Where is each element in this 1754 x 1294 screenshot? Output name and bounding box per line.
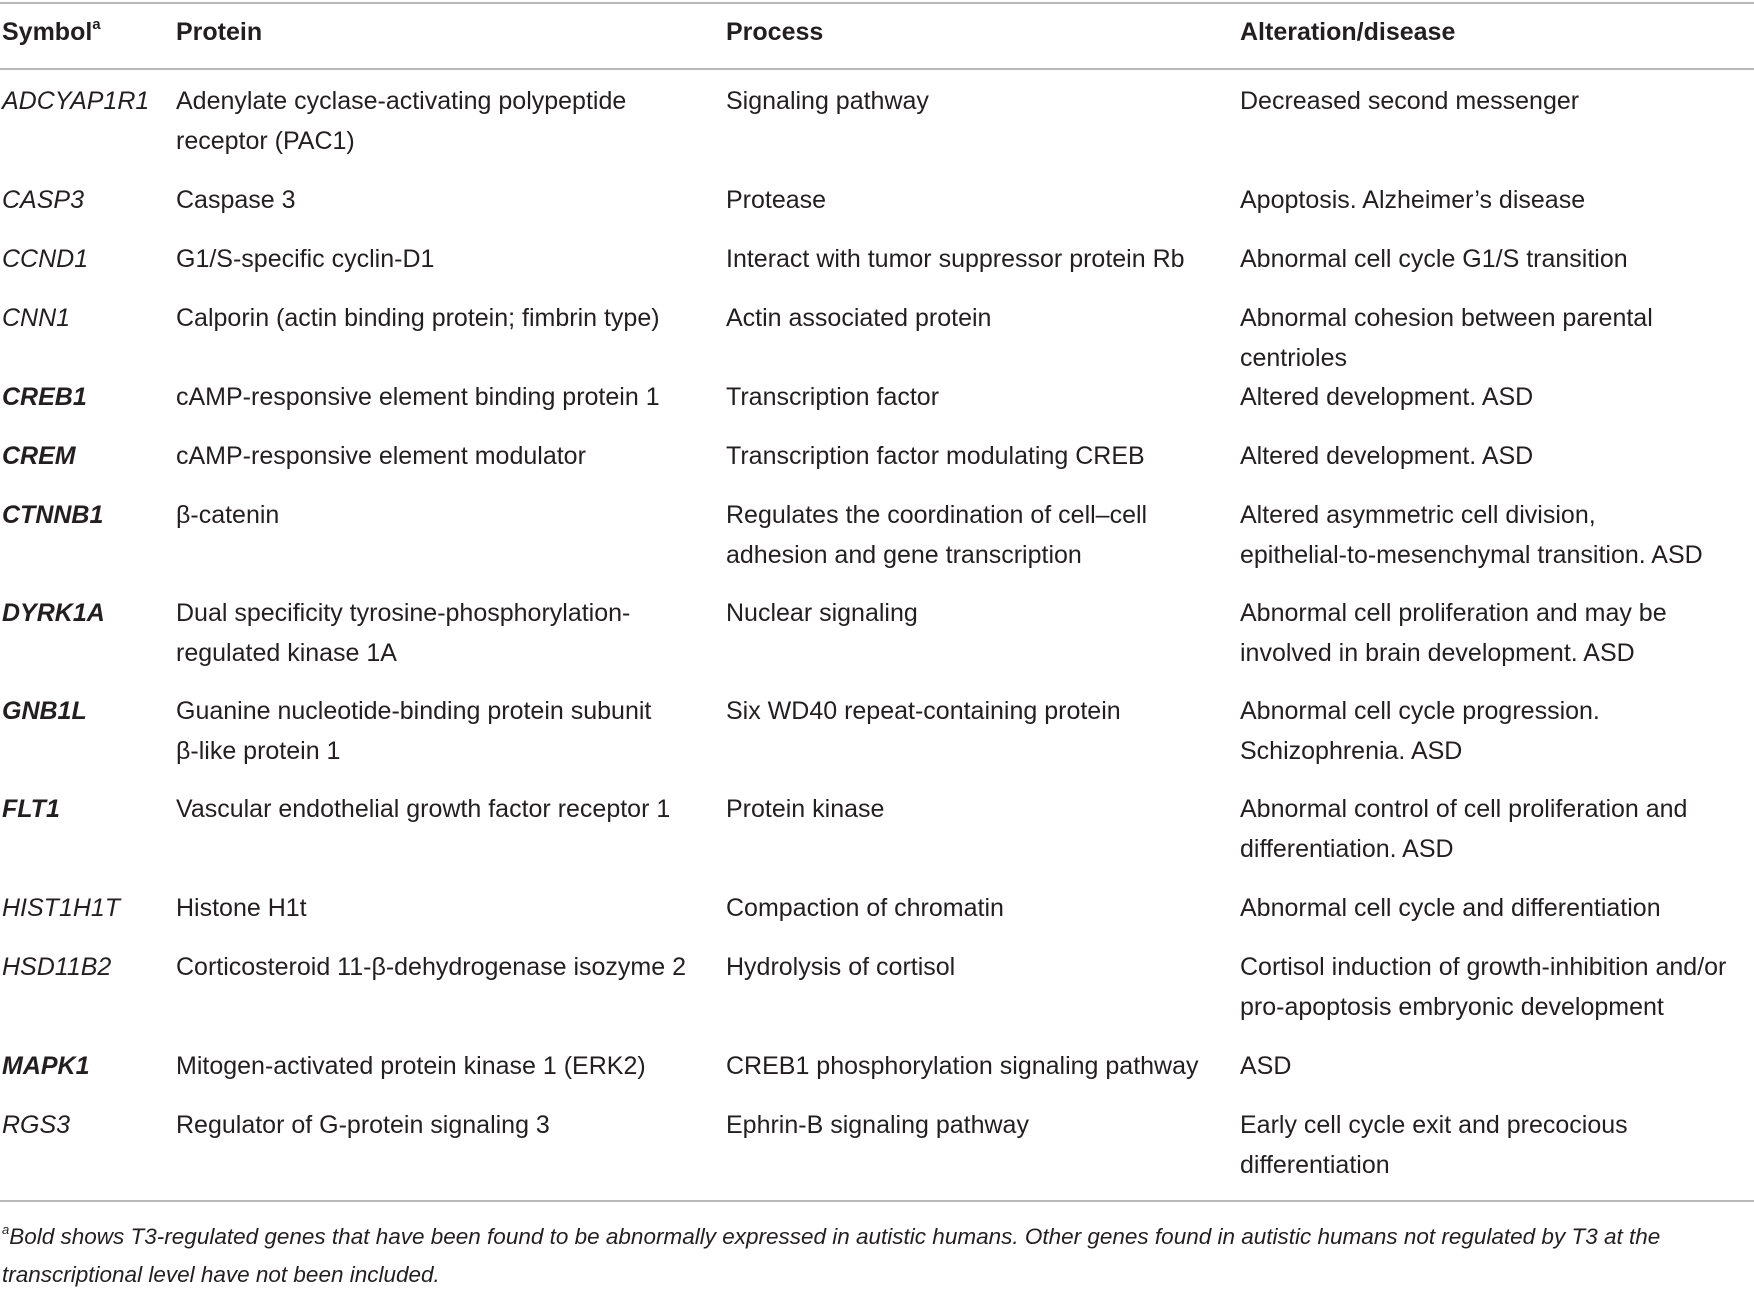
cell-process — [726, 593, 918, 633]
cell-process — [726, 691, 1121, 731]
cell-alteration — [1240, 81, 1579, 121]
cell-process — [726, 436, 1145, 476]
cell-line: Six WD40 repeat-containing protein — [726, 697, 1121, 725]
cell-line: Cortisol induction of growth-inhibition and/or — [1240, 953, 1727, 981]
table-footnote: $^a$Bold shows T3-regulated genes that have been found to be abnormally expressed in autistic humans. Other genes found in autistic humans not regulated by T3 at the transcriptional level have not been included. — [2, 1221, 1661, 1287]
cell-symbol: CREM — [2, 442, 76, 470]
cell-line: Decreased second messenger — [1240, 87, 1580, 115]
cell-line: CREB1 phosphorylation signaling pathway — [726, 1052, 1199, 1080]
cell-process — [726, 495, 1147, 575]
cell-protein — [176, 298, 660, 338]
cell-line: differentiation. ASD — [1240, 835, 1454, 863]
cell-line: Mitogen-activated protein kinase 1 (ERK2) — [176, 1052, 646, 1080]
cell-protein — [176, 1046, 646, 1086]
cell-process — [726, 180, 826, 220]
cell-symbol: HIST1H1T — [2, 894, 121, 922]
cell-symbol: RGS3 — [2, 1111, 71, 1139]
table-bottom-rule — [0, 1200, 1754, 1202]
cell-process — [726, 947, 955, 987]
cell-process — [726, 789, 884, 829]
cell-line: G1/S-specific cyclin-D1 — [176, 245, 435, 273]
cell-symbol: DYRK1A — [2, 599, 105, 627]
cell-line: Calporin (actin binding protein; fimbrin type) — [176, 304, 660, 332]
cell-protein — [176, 1105, 550, 1145]
cell-line: Regulates the coordination of cell–cell — [726, 501, 1148, 529]
cell-line: epithelial-to-mesenchymal transition. ASD — [1240, 541, 1703, 569]
cell-protein — [176, 180, 296, 220]
cell-line: Interact with tumor suppressor protein Rb — [726, 245, 1185, 273]
cell-line: Ephrin-B signaling pathway — [726, 1111, 1029, 1139]
header-protein: Protein — [176, 18, 263, 46]
cell-line: ASD — [1240, 1052, 1292, 1080]
cell-protein — [176, 947, 686, 987]
cell-alteration — [1240, 377, 1533, 417]
cell-process — [726, 1105, 1029, 1145]
cell-line: Abnormal cell cycle G1/S transition — [1240, 245, 1628, 273]
cell-protein — [176, 691, 651, 771]
cell-alteration — [1240, 1105, 1628, 1185]
cell-alteration — [1240, 495, 1703, 575]
cell-alteration — [1240, 180, 1585, 220]
cell-line: Compaction of chromatin — [726, 894, 1004, 922]
cell-line: Apoptosis. Alzheimer’s disease — [1240, 186, 1586, 214]
cell-line: centrioles — [1240, 344, 1347, 372]
cell-line: Altered development. ASD — [1240, 383, 1534, 411]
cell-line: Altered asymmetric cell division, — [1240, 501, 1596, 529]
cell-alteration — [1240, 593, 1667, 673]
cell-line: Protein kinase — [726, 795, 885, 823]
cell-line: Caspase 3 — [176, 186, 296, 214]
cell-symbol: FLT1 — [2, 795, 60, 823]
cell-line: Vascular endothelial growth factor receptor 1 — [176, 795, 671, 823]
cell-line: Actin associated protein — [726, 304, 992, 332]
cell-line: Protease — [726, 186, 827, 214]
cell-alteration — [1240, 888, 1661, 928]
header-process: Process — [726, 18, 824, 46]
cell-alteration — [1240, 789, 1687, 869]
cell-line: receptor (PAC1) — [176, 127, 355, 155]
cell-line: Altered development. ASD — [1240, 442, 1534, 470]
cell-alteration — [1240, 1046, 1291, 1086]
cell-protein — [176, 81, 626, 161]
table-top-rule — [0, 2, 1754, 4]
cell-protein — [176, 239, 434, 279]
cell-line: Hydrolysis of cortisol — [726, 953, 956, 981]
cell-line: Schizophrenia. ASD — [1240, 737, 1463, 765]
cell-line: β-like protein 1 — [176, 737, 341, 765]
cell-line: Regulator of G-protein signaling 3 — [176, 1111, 550, 1139]
cell-line: pro-apoptosis embryonic development — [1240, 993, 1664, 1021]
cell-symbol: CCND1 — [2, 245, 89, 273]
cell-protein — [176, 495, 279, 535]
cell-symbol: HSD11B2 — [2, 953, 112, 981]
cell-process — [726, 239, 1185, 279]
cell-symbol: CTNNB1 — [2, 501, 104, 529]
cell-symbol: CREB1 — [2, 383, 87, 411]
cell-line: Corticosteroid 11-β-dehydrogenase isozyme 2 — [176, 953, 686, 981]
cell-alteration — [1240, 436, 1533, 476]
cell-line: Transcription factor — [726, 383, 940, 411]
cell-line: cAMP-responsive element modulator — [176, 442, 586, 470]
cell-line: Dual specificity tyrosine-phosphorylation- — [176, 599, 631, 627]
cell-process — [726, 298, 991, 338]
cell-symbol: CASP3 — [2, 186, 84, 214]
cell-alteration — [1240, 947, 1726, 1027]
cell-line: cAMP-responsive element binding protein 1 — [176, 383, 660, 411]
header-alteration: Alteration/disease — [1240, 18, 1456, 46]
cell-protein — [176, 377, 660, 417]
cell-process — [726, 1046, 1199, 1086]
cell-line: involved in brain development. ASD — [1240, 639, 1635, 667]
cell-line: Abnormal cohesion between parental — [1240, 304, 1653, 332]
header-symbol: Symbol$^a$ — [2, 15, 101, 46]
cell-line: Abnormal cell cycle progression. — [1240, 697, 1600, 725]
cell-symbol: GNB1L — [2, 697, 87, 725]
cell-line: adhesion and gene transcription — [726, 541, 1082, 569]
cell-symbol: ADCYAP1R1 — [2, 87, 150, 115]
cell-process — [726, 377, 939, 417]
cell-line: Early cell cycle exit and precocious — [1240, 1111, 1628, 1139]
cell-line: Histone H1t — [176, 894, 307, 922]
cell-line: Guanine nucleotide-binding protein subunit — [176, 697, 652, 725]
cell-line: Signaling pathway — [726, 87, 929, 115]
cell-symbol: CNN1 — [2, 304, 71, 332]
cell-protein — [176, 789, 670, 829]
cell-line: Abnormal cell proliferation and may be — [1240, 599, 1667, 627]
cell-symbol: MAPK1 — [2, 1052, 90, 1080]
cell-process — [726, 81, 929, 121]
cell-alteration — [1240, 691, 1600, 771]
cell-line: Transcription factor modulating CREB — [726, 442, 1145, 470]
cell-alteration — [1240, 298, 1653, 378]
cell-protein — [176, 436, 586, 476]
cell-line: Abnormal control of cell proliferation and — [1240, 795, 1688, 823]
table-header-rule — [0, 68, 1754, 70]
cell-line: regulated kinase 1A — [176, 639, 397, 667]
cell-process — [726, 888, 1004, 928]
cell-protein — [176, 888, 307, 928]
cell-line: β-catenin — [176, 501, 280, 529]
cell-line: Nuclear signaling — [726, 599, 918, 627]
cell-line: Adenylate cyclase-activating polypeptide — [176, 87, 627, 115]
cell-protein — [176, 593, 630, 673]
cell-line: Abnormal cell cycle and differentiation — [1240, 894, 1661, 922]
cell-line: differentiation — [1240, 1151, 1390, 1179]
cell-alteration — [1240, 239, 1628, 279]
